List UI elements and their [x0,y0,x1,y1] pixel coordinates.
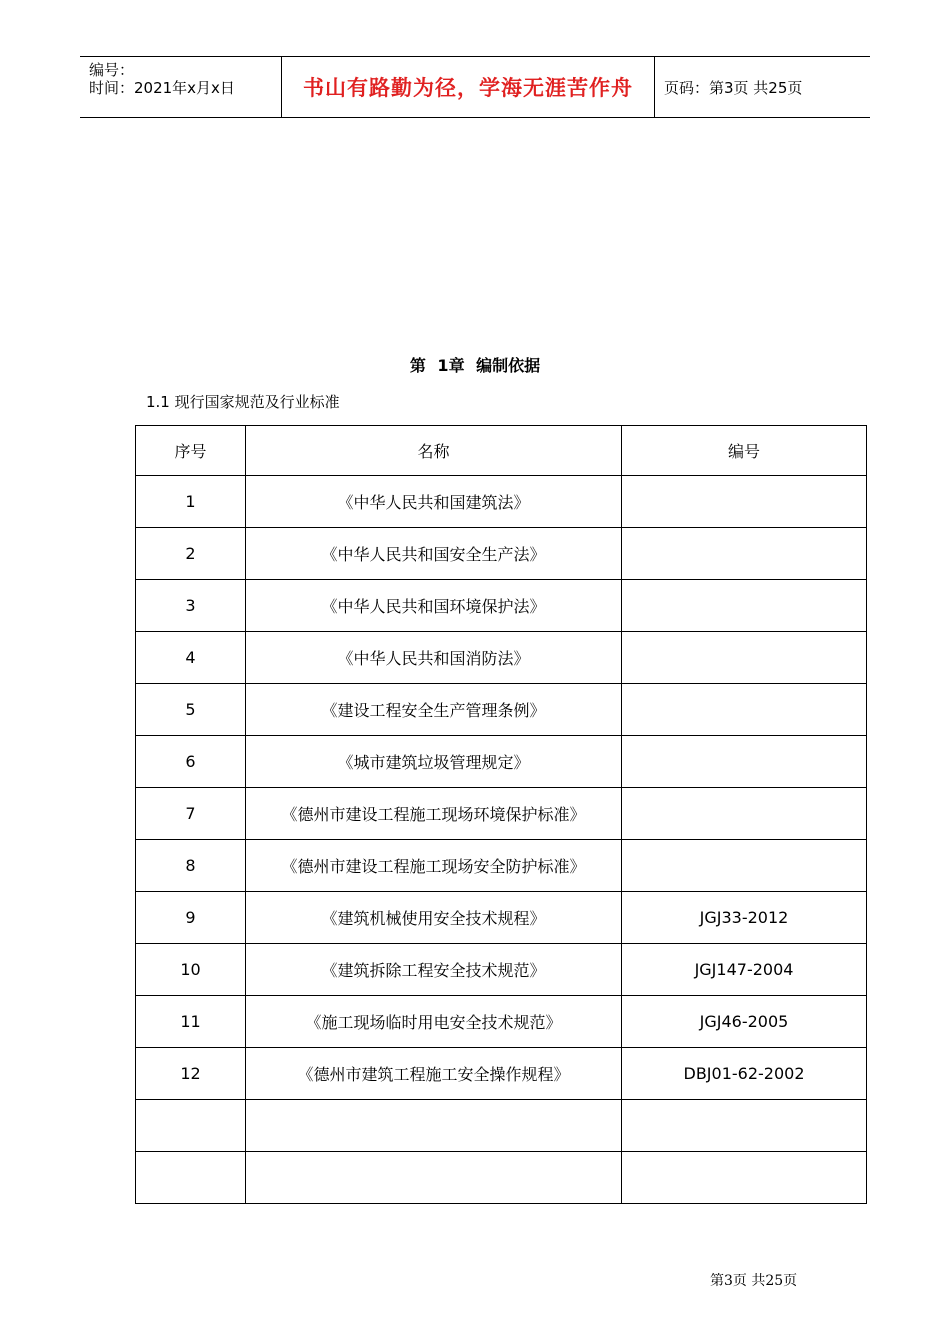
row-code [622,632,867,684]
table-row [136,892,867,944]
row-name: 《德州市建设工程施工现场安全防护标准》 [246,840,622,892]
table-row [136,840,867,892]
row-no: 5 [136,684,246,736]
table-row [136,1048,867,1100]
row-code [622,580,867,632]
row-code [622,1100,867,1152]
row-no: 7 [136,788,246,840]
header-page-info: 页码：第3页 共25页 [664,78,803,97]
row-name: 《中华人民共和国消防法》 [246,632,622,684]
row-code: DBJ01-62-2002 [622,1048,867,1100]
header-motto-cell [282,57,655,117]
row-name: 《建筑拆除工程安全技术规范》 [246,944,622,996]
regulations-table [135,425,867,1204]
row-no [136,1100,246,1152]
row-name: 《德州市建设工程施工现场环境保护标准》 [246,788,622,840]
table-row [136,996,867,1048]
row-no: 2 [136,528,246,580]
time-label: 时间：2021年x月x日 [89,79,235,97]
row-no: 8 [136,840,246,892]
row-code: JGJ147-2004 [622,944,867,996]
row-name [246,1100,622,1152]
motto: 书山有路勤为径，学海无涯苦作舟 [303,76,633,100]
table-row [136,632,867,684]
table-row [136,1100,867,1152]
table-row [136,1152,867,1204]
section-title: 1.1 现行国家规范及行业标准 [146,393,340,411]
row-no: 3 [136,580,246,632]
row-name: 《德州市建筑工程施工安全操作规程》 [246,1048,622,1100]
row-name [246,1152,622,1204]
table-row [136,528,867,580]
row-code: JGJ33-2012 [622,892,867,944]
header-page-cell [655,57,870,117]
row-no [136,1152,246,1204]
row-code: JGJ46-2005 [622,996,867,1048]
table-row [136,580,867,632]
table-row [136,736,867,788]
row-name: 《施工现场临时用电安全技术规范》 [246,996,622,1048]
row-name: 《中华人民共和国建筑法》 [246,476,622,528]
row-no: 10 [136,944,246,996]
row-name: 《中华人民共和国安全生产法》 [246,528,622,580]
row-no: 12 [136,1048,246,1100]
row-no: 11 [136,996,246,1048]
table-row [136,476,867,528]
row-code [622,736,867,788]
row-code [622,684,867,736]
number-label: 编号： [89,61,135,79]
table-row [136,684,867,736]
row-no: 6 [136,736,246,788]
table-header-row [136,426,867,476]
chapter-title: 第 1章 编制依据 [409,356,541,375]
table-row [136,944,867,996]
page-footer: 第3页 共25页 [710,1273,798,1289]
column-header-no: 序号 [136,426,246,476]
row-code [622,788,867,840]
row-no: 1 [136,476,246,528]
column-header-name: 名称 [246,426,622,476]
row-name: 《建筑机械使用安全技术规程》 [246,892,622,944]
row-name: 《城市建筑垃圾管理规定》 [246,736,622,788]
row-code [622,528,867,580]
row-code [622,1152,867,1204]
column-header-code: 编号 [622,426,867,476]
row-code [622,476,867,528]
row-name: 《建设工程安全生产管理条例》 [246,684,622,736]
row-no: 9 [136,892,246,944]
row-no: 4 [136,632,246,684]
header-meta-cell [80,57,282,117]
row-name: 《中华人民共和国环境保护法》 [246,580,622,632]
row-code [622,840,867,892]
table-row [136,788,867,840]
page-header [80,56,870,118]
